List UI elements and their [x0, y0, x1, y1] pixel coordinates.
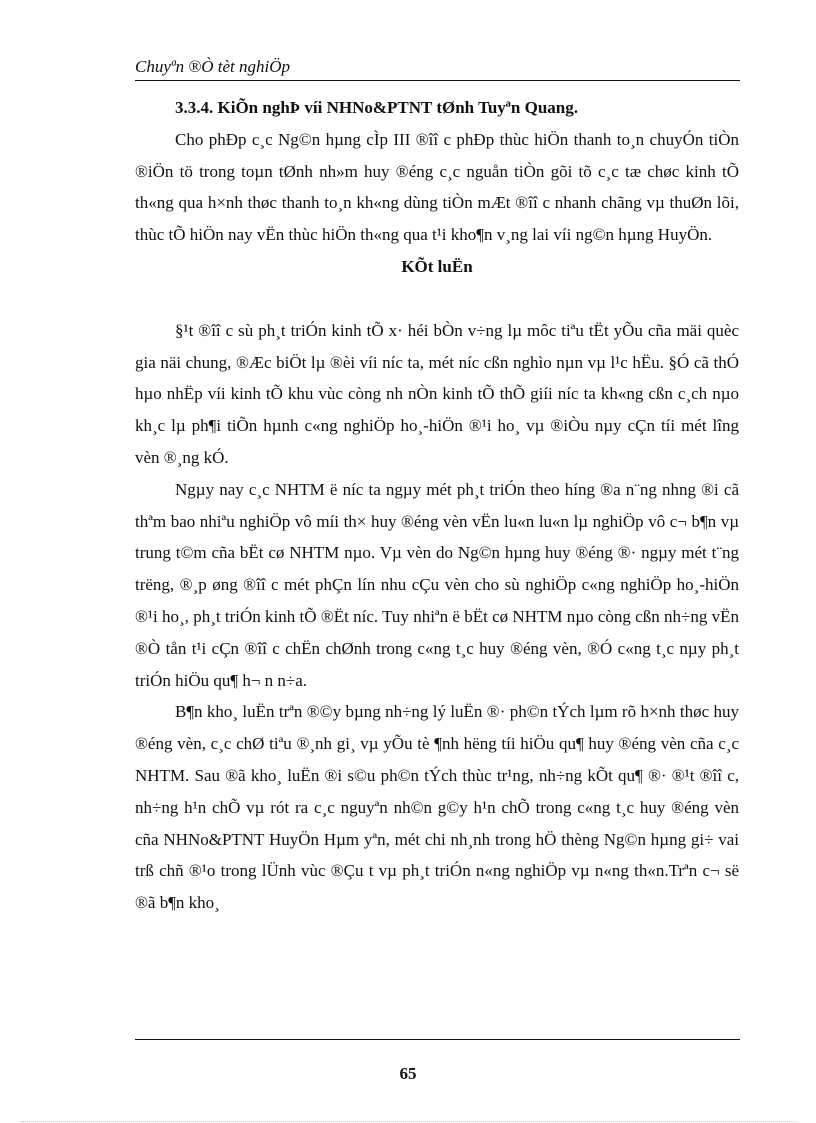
conclusion-paragraph-1: §¹t ®îî c sù ph¸t triÓn kinh tÕ x· héi bÒn v÷ng lµ môc tiªu tËt yÕu cña mäi quèc gia näi chung, ®Æc biÖt lµ ®èi víi níc ta, mét níc cßn nghìo nµn vµ l¹c hËu. §Ó cã thÓ hµo nhËp víi kinh tÕ khu vùc còng nh nÒn kinh tÕ thÕ giíi níc ta kh«ng cßn c¸ch nµo kh¸c lµ ph¶i tiÕn hµnh c«ng nghiÖp ho¸-hiÖn ®¹i ho¸ vµ ®iÒu nµy cÇn tíi mét lîng vèn ®¸ng kÓ. — [135, 320, 739, 467]
conclusion-paragraph-2: Ngµy nay c¸c NHTM ë níc ta ngµy mét ph¸t triÓn theo híng ®a n¨ng nhng ®i cã thªm bao nhiªu nghiÖp vô míi th× huy ®éng vèn vËn lu«n lu«n lµ nghiÖp vô c¬ b¶n vµ trung t©m cña bËt cø NHTM nµo. Vµ vèn do Ng©n hµng huy ®éng ®· ngµy mét t¨ng trëng, ®¸p øng ®îî c mét phÇn lín nhu cÇu vèn cho sù nghiÖp c«ng nghiÖp ho¸-hiÖn ®¹i ho¸, ph¸t triÓn kinh tÕ ®Ët níc. Tuy nhiªn ë bËt cø NHTM nµo còng cßn nh÷ng vËn ®Ò tån t¹i cÇn ®îî c chËn chØnh trong c«ng t¸c huy ®éng vèn, ®Ó c«ng t¸c nµy ph¸t triÓn hiÖu qu¶ h¬ n n÷a. — [135, 479, 739, 690]
header-rule — [135, 80, 740, 81]
page-body — [135, 92, 739, 919]
footer-rule — [135, 1039, 740, 1040]
running-header: Chuyªn ®Ò tèt nghiÖp — [135, 57, 291, 76]
page-edge-divider — [20, 1121, 796, 1122]
conclusion-paragraph-3: B¶n kho¸ luËn trªn ®©y bµng nh÷ng lý luËn ®· ph©n tÝch lµm rõ h×nh thøc huy ®éng vèn, c¸c chØ tiªu ®¸nh gi¸ vµ yÕu tè ¶nh hëng tíi hiÖu qu¶ huy ®éng vèn cña c¸c NHTM. Sau ®ã kho¸ luËn ®i s©u ph©n tÝch thùc tr¹ng, nh÷ng kÕt qu¶ ®· ®¹t ®îî c, nh÷ng h¹n chÕ vµ rót ra c¸c nguyªn nh©n g©y h¹n chÕ trong c«ng t¸c huy ®éng vèn cña NHNo&PTNT HuyÖn Hµm yªn, mét chi nh¸nh trong hÖ thèng Ng©n hµng gi÷ vai trß chñ ®¹o trong lÜnh vùc ®Çu t vµ ph¸t triÓn n«ng nghiÖp vµ n«ng th«n.Trªn c¬ së ®ã b¶n kho¸ — [135, 702, 739, 913]
section-heading: 3.3.4. KiÕn nghÞ víi NHNo&PTNT tØnh Tuyªn Quang. — [175, 98, 578, 117]
section-paragraph: Cho phÐp c¸c Ng©n hµng cÌp III ®îî c phÐp thùc hiÖn thanh to¸n chuyÓn tiÒn ®iÖn tö trong toµn tØnh nh»m huy ®éng c¸c nguån tiÒn gõi tõ c¸c tæ chøc kinh tÕ th«ng qua h×nh thøc thanh to¸n kh«ng dùng tiÒn mÆt ®îî c nhanh chãng vµ thuØn lõi, thùc tÕ hiÖn nay vËn thùc hiÖn th«ng qua t¹i kho¶n v¸ng lai víi ng©n hµng HuyÖn. — [135, 129, 739, 245]
page-number: 65 — [399, 1064, 417, 1083]
conclusion-title: KÕt luËn — [401, 256, 473, 276]
